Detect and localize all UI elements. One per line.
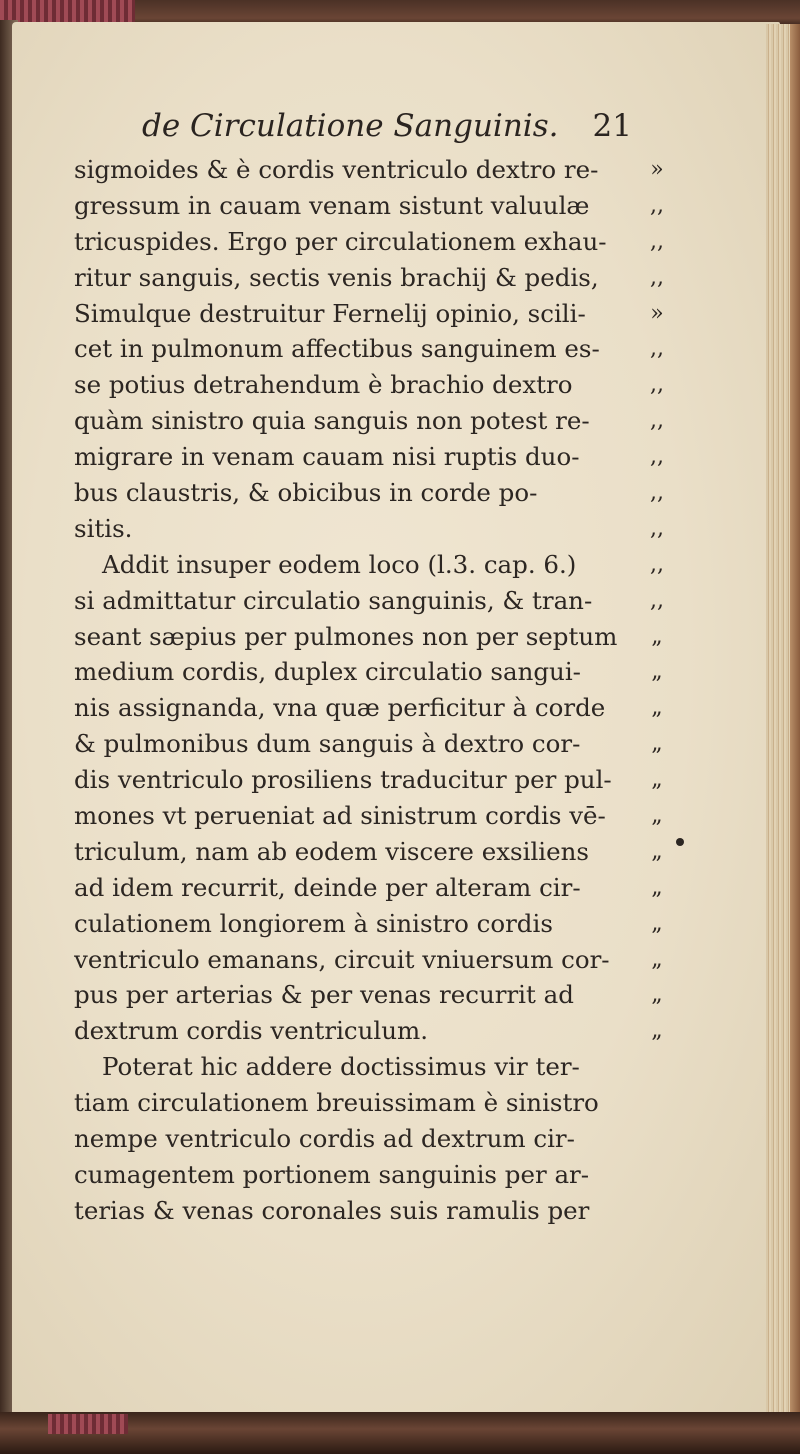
quote-mark: „: [651, 623, 663, 649]
text-line: ad idem recurrit, deinde per alteram cir-: [74, 872, 581, 902]
quote-mark: ,,: [650, 444, 664, 470]
text-line: pus per arterias & per venas recurrit ad: [74, 980, 574, 1010]
text-line: dextrum cordis ventriculum.: [74, 1016, 429, 1046]
text-line: sigmoides & è cordis ventriculo dextro re-: [74, 155, 599, 184]
quote-mark: ,,: [650, 336, 664, 362]
text-line: & pulmonibus dum sanguis à dextro cor-: [74, 729, 581, 759]
running-head-title: de Circulatione Sanguinis.: [142, 108, 559, 144]
quote-mark: ,,: [650, 408, 664, 434]
text-line: tiam circulationem breuissimam è sinistro: [74, 1088, 599, 1118]
text-line: mones vt perueniat ad sinistrum cordis vē-: [74, 801, 606, 831]
text-line: bus claustris, & obicibus in corde po-: [74, 478, 538, 508]
text-line: dis ventriculo prosiliens traducitur per pul-: [74, 765, 612, 795]
headband: [0, 0, 135, 22]
quote-mark: »: [650, 300, 664, 326]
page-edges: [766, 24, 800, 1416]
text-line: sitis.: [74, 513, 133, 543]
text-line: ventriculo emanans, circuit vniuersum cor-: [74, 944, 610, 974]
quote-mark: „: [651, 731, 663, 757]
running-head: [142, 108, 632, 152]
text-line: Simulque destruitur Fernelij opinio, scili-: [74, 298, 586, 328]
quote-mark: „: [651, 767, 663, 793]
quote-mark: ,,: [650, 515, 664, 541]
quote-mark: „: [651, 695, 663, 721]
quote-mark: »: [650, 157, 664, 182]
quote-mark: [642, 1121, 672, 1157]
quote-mark: ,,: [650, 192, 664, 218]
quote-mark: ,,: [650, 587, 664, 613]
quote-mark: „: [651, 982, 663, 1008]
text-line: nempe ventriculo cordis ad dextrum cir-: [74, 1124, 575, 1154]
quote-mark: ,,: [650, 372, 664, 398]
text-line: medium cordis, duplex circulatio sangui-: [74, 657, 581, 687]
text-line: triculum, nam ab eodem viscere exsiliens: [74, 836, 589, 866]
marginal-quote-marks: [642, 152, 672, 1229]
quote-mark: ,,: [650, 480, 664, 506]
tailband: [48, 1414, 128, 1434]
text-line: se potius detrahendum è brachio dextro: [74, 370, 573, 400]
text-line: si admittatur circulatio sanguinis, & tran-: [74, 585, 593, 615]
text-line: gressum in cauam venam sistunt valuulæ: [74, 190, 590, 220]
text-line: ritur sanguis, sectis venis brachij & pedis,: [74, 262, 599, 292]
text-line: cet in pulmonum affectibus sanguinem es-: [74, 334, 600, 364]
quote-mark: [642, 1085, 672, 1121]
quote-mark: „: [651, 946, 663, 972]
quote-mark: ,,: [650, 264, 664, 290]
text-line: migrare in venam cauam nisi ruptis duo-: [74, 442, 580, 472]
text-line: tricuspides. Ergo per circulationem exhau-: [74, 226, 607, 256]
text-line: terias & venas coronales suis ramulis per: [74, 1195, 590, 1225]
quote-mark: „: [651, 874, 663, 900]
quote-mark: „: [651, 838, 663, 864]
quote-mark: [642, 1157, 672, 1193]
text-line: culationem longiorem à sinistro cordis: [74, 908, 553, 938]
page-number: 21: [592, 108, 632, 144]
quote-mark: ,,: [650, 551, 664, 577]
text-line: Addit insuper eodem loco (l.3. cap. 6.): [102, 549, 577, 579]
text-line: cumagentem portionem sanguinis per ar-: [74, 1159, 590, 1189]
ink-spot: [676, 838, 684, 846]
quote-mark: „: [651, 803, 663, 829]
quote-mark: „: [651, 659, 663, 685]
text-line: Poterat hic addere doctissimus vir ter-: [102, 1052, 580, 1082]
quote-mark: ,,: [650, 228, 664, 254]
text-line: nis assignanda, vna quæ perficitur à corde: [74, 693, 606, 723]
quote-mark: [642, 1193, 672, 1229]
text-line: seant sæpius per pulmones non per septum: [74, 621, 618, 651]
quote-mark: „: [651, 1018, 663, 1044]
quote-mark: [642, 1049, 672, 1085]
body-text: [74, 152, 640, 1229]
text-line: quàm sinistro quia sanguis non potest re-: [74, 406, 590, 436]
quote-mark: „: [651, 910, 663, 936]
